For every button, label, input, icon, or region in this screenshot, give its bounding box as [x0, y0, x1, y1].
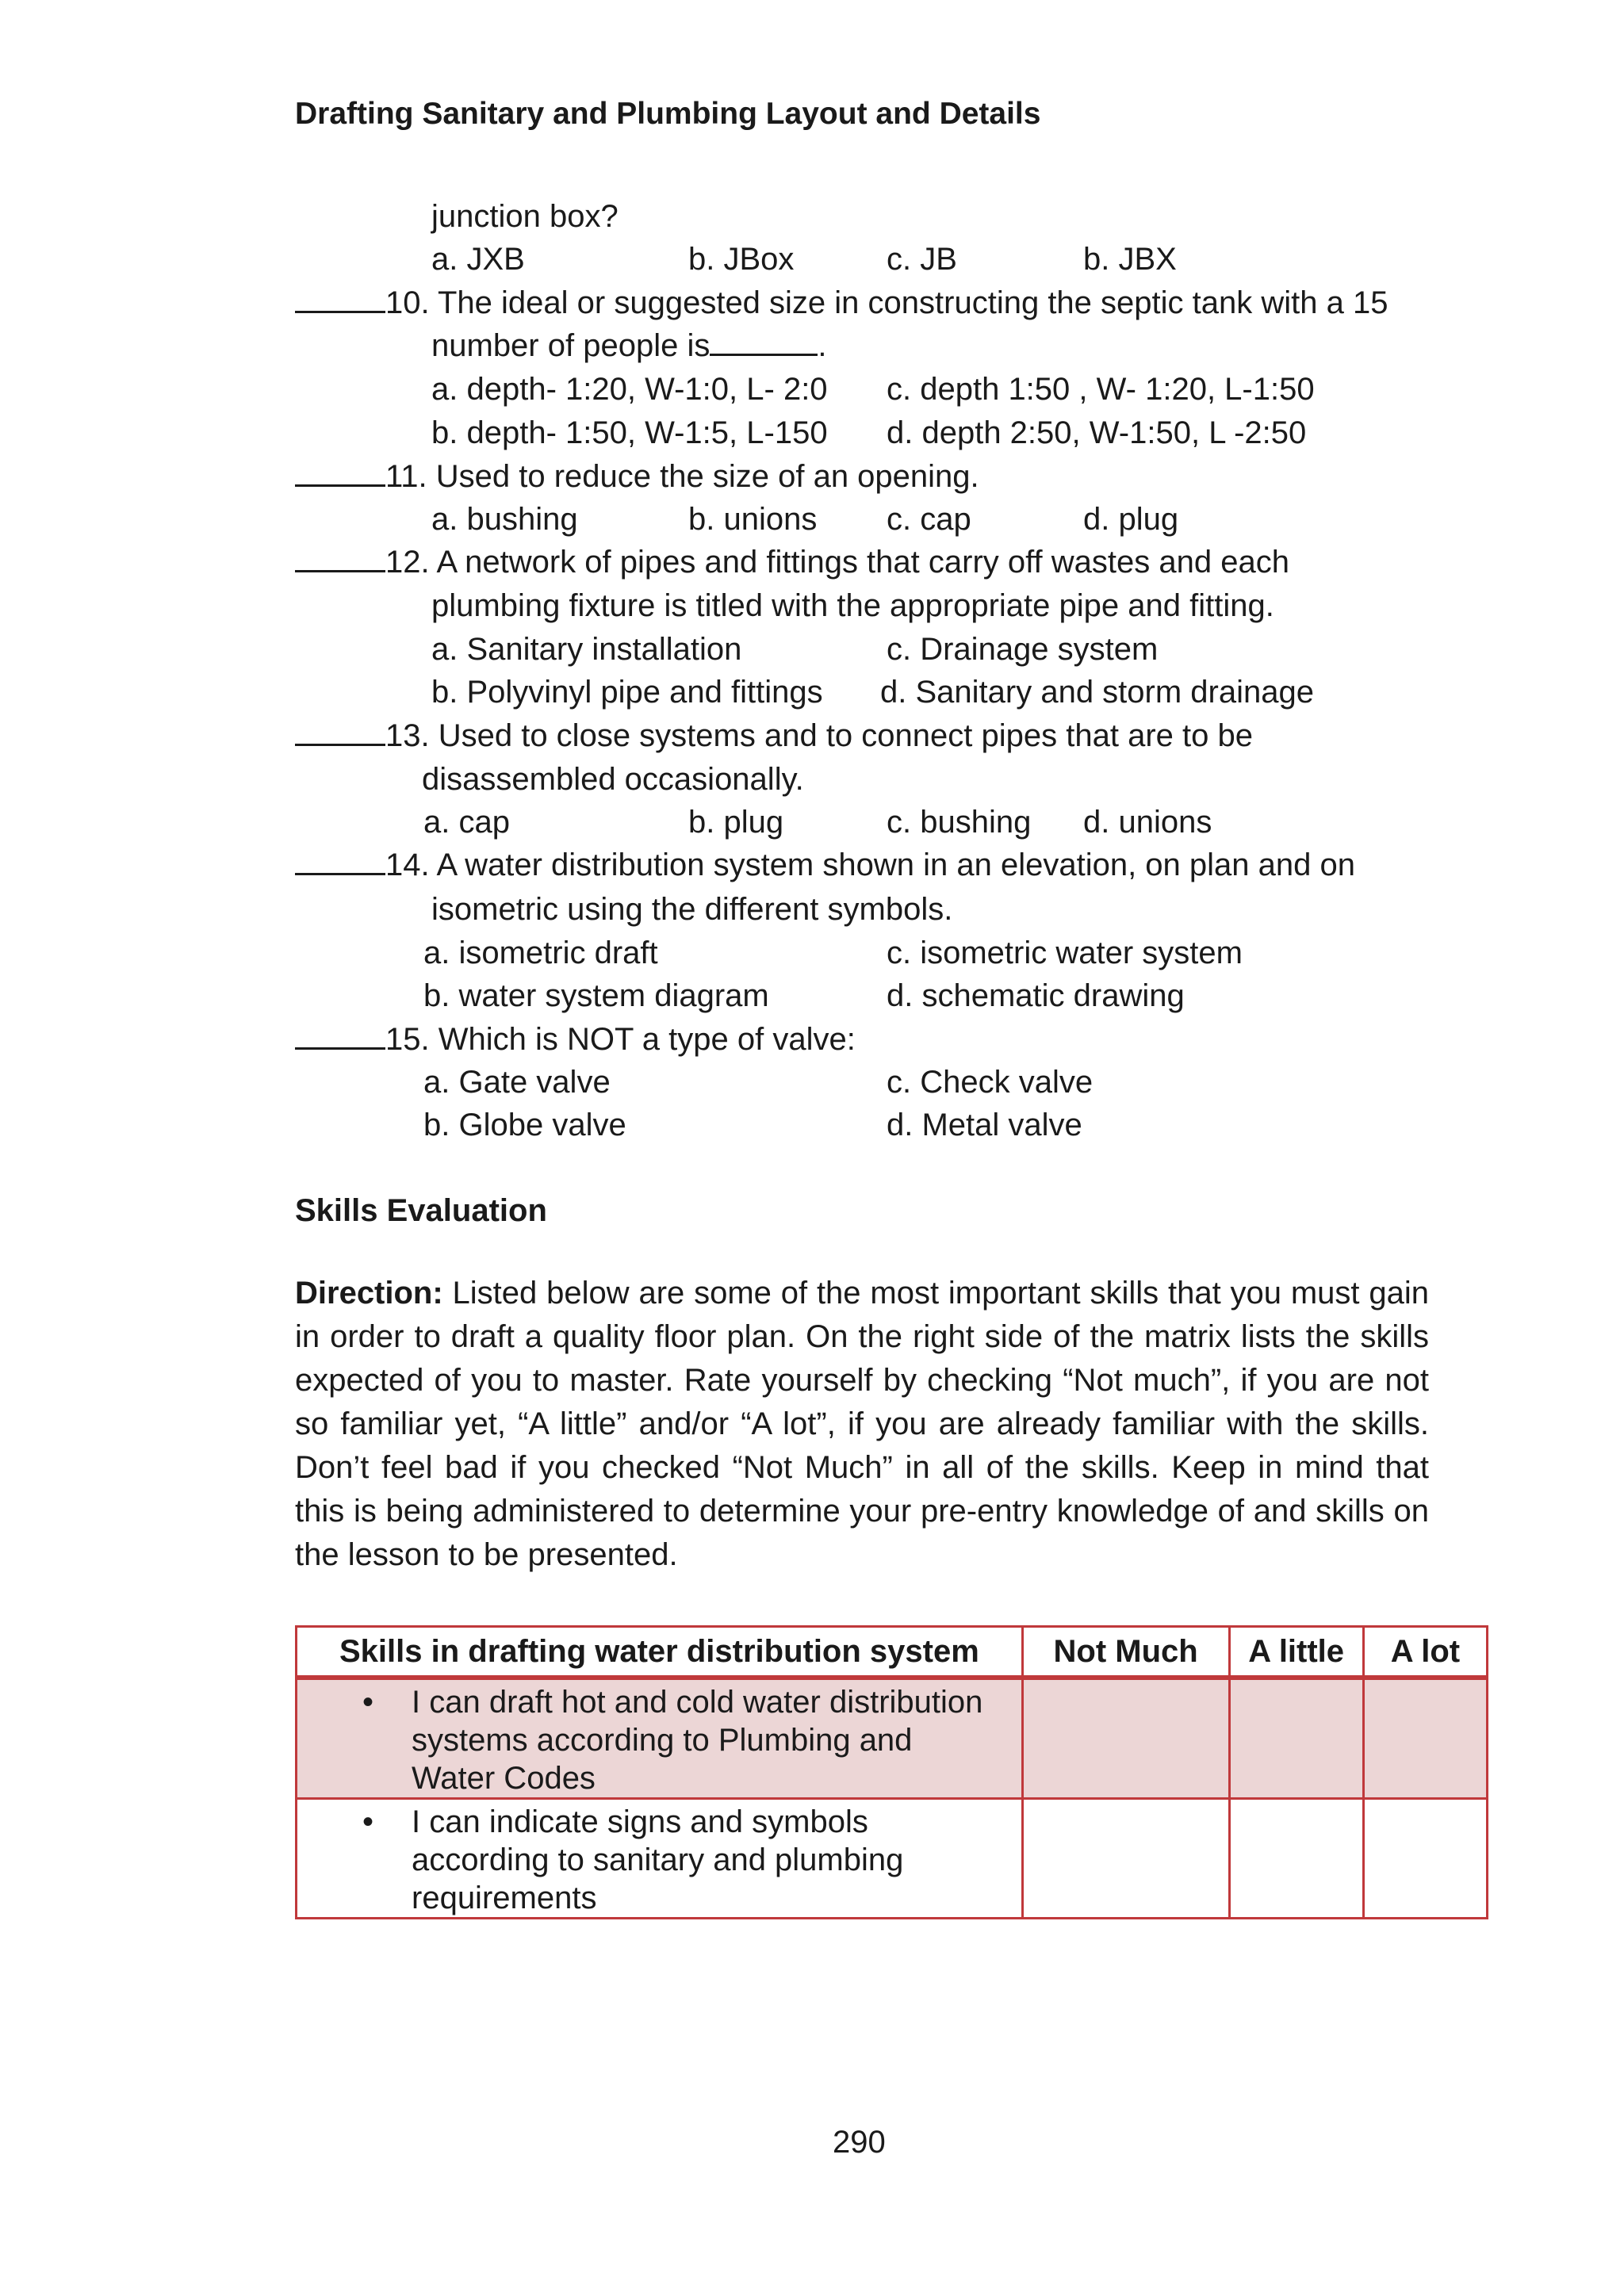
direction-label: Direction:	[295, 1276, 443, 1311]
skills-table	[295, 1625, 1488, 1919]
running-header: Drafting Sanitary and Plumbing Layout and Details	[295, 97, 1041, 131]
answer-blank[interactable]	[295, 846, 385, 875]
section-heading: Skills Evaluation	[295, 1193, 547, 1228]
table-header-row	[297, 1627, 1488, 1678]
rating-cell-a-lot[interactable]	[1363, 1799, 1487, 1919]
answer-blank[interactable]	[295, 1020, 385, 1050]
q14-option-d: d. schematic drawing	[887, 978, 1185, 1013]
q14-option-a: a. isometric draft	[423, 936, 658, 970]
column-header-not-much: Not Much	[1022, 1627, 1229, 1678]
q12-line2: plumbing fixture is titled with the appropriate pipe and fitting.	[431, 588, 1274, 623]
q15-option-a: a. Gate valve	[423, 1065, 611, 1100]
question-14	[295, 844, 1355, 886]
q13-line2: disassembled occasionally.	[422, 762, 804, 797]
q11-option-c: c. cap	[887, 502, 971, 537]
rating-cell-a-little[interactable]	[1229, 1678, 1363, 1799]
direction-paragraph	[295, 1272, 1429, 1577]
column-header-a-lot: A lot	[1363, 1627, 1487, 1678]
q11-stem: 11. Used to reduce the size of an opening.	[385, 459, 979, 494]
skill-text: I can draft hot and cold water distribution systems according to Plumbing and Water Codes	[412, 1685, 983, 1796]
question-15	[295, 1018, 856, 1061]
answer-blank[interactable]	[295, 284, 385, 313]
q14-line2: isometric using the different symbols.	[431, 892, 953, 927]
q11-option-d: d. plug	[1083, 502, 1179, 537]
bullet: •	[362, 1804, 374, 1839]
q10-line2-end: .	[818, 328, 827, 363]
q15-stem: 15. Which is NOT a type of valve:	[385, 1022, 856, 1057]
q14-stem: 14. A water distribution system shown in an elevation, on plan and on	[385, 848, 1355, 882]
q13-option-a: a. cap	[423, 805, 510, 840]
direction-text: Listed below are some of the most important skills that you must gain in order to draft a quality floor plan. On the right side of the matrix lists the skills expected of you to master. Rate yourself by checking “Not much”, if you are not so familiar yet, “A little” and/or “A lot”, if you are already familiar with the skills. Don’t feel bad if you checked “Not Much” in all of the skills. Keep in mind that this is being administered to determine your pre-entry knowledge of and skills on the lesson to be presented.	[295, 1276, 1429, 1572]
question-11	[295, 455, 979, 498]
q12-option-b: b. Polyvinyl pipe and fittings	[431, 675, 823, 710]
q10-stem: 10. The ideal or suggested size in constructing the septic tank with a 15	[385, 285, 1388, 320]
q10-option-b: b. depth- 1:50, W-1:5, L-150	[431, 415, 828, 450]
q9-option-d: b. JBX	[1083, 242, 1177, 277]
table-row	[297, 1678, 1488, 1799]
q13-option-d: d. unions	[1083, 805, 1212, 840]
q12-option-a: a. Sanitary installation	[431, 632, 742, 667]
q10-line2	[431, 324, 826, 367]
q14-option-c: c. isometric water system	[887, 936, 1243, 970]
q12-option-c: c. Drainage system	[887, 632, 1159, 667]
q10-option-c: c. depth 1:50 , W- 1:20, L-1:50	[887, 372, 1315, 407]
rating-cell-not-much[interactable]	[1022, 1799, 1229, 1919]
q13-option-c: c. bushing	[887, 805, 1032, 840]
skill-text: I can indicate signs and symbols according to sanitary and plumbing requirements	[412, 1804, 904, 1915]
question-12	[295, 541, 1289, 584]
page-number: 290	[833, 2125, 886, 2160]
q10-line2-text: number of people is	[431, 328, 710, 363]
rating-cell-not-much[interactable]	[1022, 1678, 1229, 1799]
bullet: •	[362, 1685, 374, 1720]
q9-option-b: b. JBox	[688, 242, 795, 277]
question-10	[295, 281, 1388, 324]
rating-cell-a-little[interactable]	[1229, 1799, 1363, 1919]
column-header-a-little: A little	[1229, 1627, 1363, 1678]
rating-cell-a-lot[interactable]	[1363, 1678, 1487, 1799]
q9-option-c: c. JB	[887, 242, 957, 277]
q13-option-b: b. plug	[688, 805, 784, 840]
answer-blank[interactable]	[295, 717, 385, 746]
q12-option-d: d. Sanitary and storm drainage	[880, 675, 1314, 710]
answer-blank[interactable]	[295, 457, 385, 487]
q15-option-d: d. Metal valve	[887, 1108, 1082, 1142]
q15-option-c: c. Check valve	[887, 1065, 1094, 1100]
q9-continuation: junction box?	[431, 199, 619, 234]
skill-cell	[297, 1799, 1023, 1919]
table-row	[297, 1799, 1488, 1919]
column-header-skills: Skills in drafting water distribution system	[297, 1627, 1023, 1678]
q13-stem: 13. Used to close systems and to connect pipes that are to be	[385, 718, 1253, 753]
q10-option-d: d. depth 2:50, W-1:50, L -2:50	[887, 415, 1307, 450]
q15-option-b: b. Globe valve	[423, 1108, 626, 1142]
q12-stem: 12. A network of pipes and fittings that carry off wastes and each	[385, 545, 1289, 580]
fill-in-blank	[710, 327, 818, 356]
answer-blank[interactable]	[295, 543, 385, 572]
q10-option-a: a. depth- 1:20, W-1:0, L- 2:0	[431, 372, 828, 407]
q11-option-b: b. unions	[688, 502, 818, 537]
skill-cell	[297, 1678, 1023, 1799]
q14-option-b: b. water system diagram	[423, 978, 769, 1013]
q9-option-a: a. JXB	[431, 242, 525, 277]
q11-option-a: a. bushing	[431, 502, 578, 537]
question-13	[295, 714, 1253, 757]
